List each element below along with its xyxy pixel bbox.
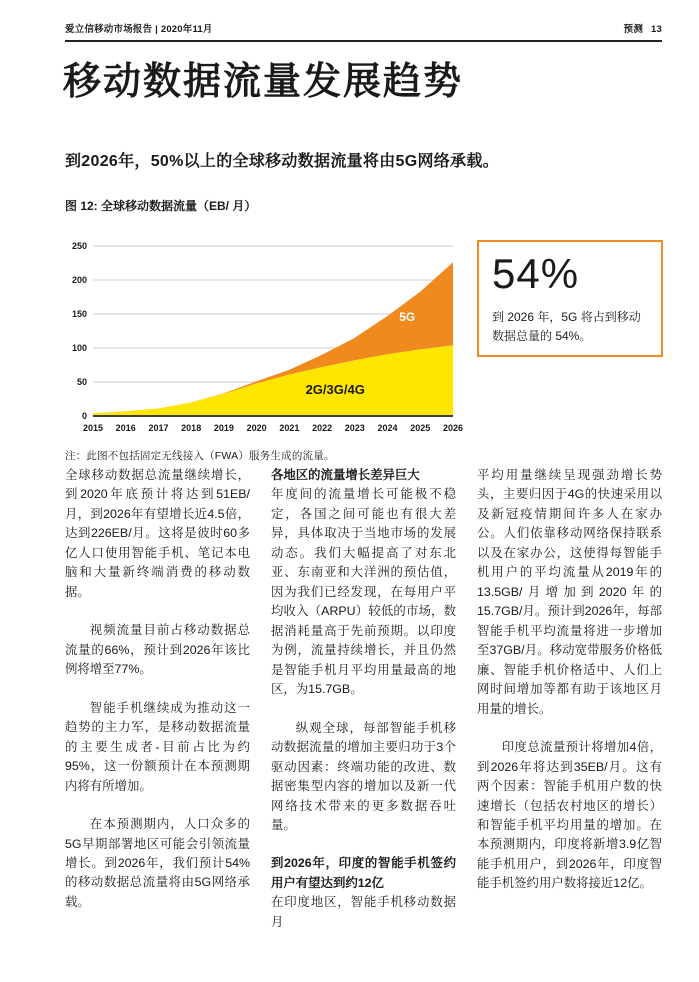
figure-note: 注：此图不包括固定无线接入（FWA）服务生成的流量。: [65, 450, 335, 462]
x-tick-label: 2016: [115, 423, 136, 433]
series-label: 5G: [399, 309, 416, 324]
x-tick-label: 2015: [82, 423, 104, 433]
paragraph: 在本预测期内，人口众多的5G早期部署地区可能会引领流量增长。到2026年，我们预计54%的移动数据总流量将由5G网络承载。: [65, 817, 250, 909]
x-tick-label: 2019: [213, 423, 234, 433]
paragraph: 全球移动数据总流量继续增长，到2020年底预计将达到51EB/月，到2026年有望增长近4.5倍，达到226EB/月。这将是彼时60多亿人口使用智能手机、笔记本电脑和大量新终端消费的移动数据。: [65, 468, 250, 599]
paragraph: 在印度地区，智能手机移动数据月: [271, 895, 456, 929]
paragraph: 印度总流量预计将增加4倍，到2026年将达到35EB/月。这有两个因素：智能手机用户数的快速增长（包括农村地区的增长）和智能手机平均用量的增加。在本预测期内，印度将新增3.9亿智能手机用户，到2026年，印度智能手机签约用户数将接近12亿。: [477, 740, 662, 891]
series-label: 2G/3G/4G: [305, 382, 365, 398]
paragraph: 平均用量继续呈现强劲增长势头，主要归因于4G的快速采用以及新冠疫情期间许多人在家办公。人们依靠移动网络保持联系以及在家办公，这使得每智能手机用户的平均流量从2019年的13.5GB/月增加到2020年的15.7GB/月。预计到2026年，每部智能手机平均流量将进一步增加至37GB/月。移动宽带服务价格低廉、智能手机价格适中、人们上网时间增加等都有助于该地区月用量的增长。: [477, 468, 662, 716]
paragraph: 智能手机继续成为推动这一趋势的主力军，是移动数据流量的主要生成者-目前占比为约95%，这一份额预计在本预测期内将有所增加。: [65, 700, 250, 793]
body-column-1: [65, 466, 250, 932]
figure-caption: 图 12: 全球移动数据流量（EB/ 月）: [65, 199, 257, 213]
header-page-info: [616, 21, 662, 35]
x-tick-label: 2018: [181, 423, 202, 433]
header-page-number: 13: [651, 24, 662, 35]
x-tick-label: 2026: [442, 423, 464, 433]
paragraph: 年度间的流量增长可能极不稳定，各国之间可能也有很大差异，具体取决于当地市场的发展动态。我们大幅提高了对东北亚、东南亚和大洋洲的预估值，因为我们已经发现，在每用户平均收入（ARPU）较低的市场，数据消耗量高于先前预期。以印度为例，流量持续增长，并且仍然是智能手机月平均用量最高的地区，为15.7GB。: [271, 487, 456, 697]
x-tick-label: 2021: [279, 423, 300, 433]
mobile-data-traffic-chart: [63, 236, 465, 441]
x-tick-label: 2017: [148, 423, 169, 433]
section-heading: 到2026年，印度的智能手机签约用户有望达到约12亿: [271, 856, 456, 890]
key-statement: 到2026年，50%以上的全球移动数据流量将由5G网络承载。: [65, 153, 499, 170]
page-title: 移动数据流量发展趋势: [63, 61, 464, 103]
page-header: [65, 21, 662, 35]
stacked-area-chart-svg: [63, 236, 465, 436]
x-tick-label: 2022: [312, 423, 333, 433]
highlight-box: [477, 240, 663, 357]
x-tick-label: 2020: [246, 423, 267, 433]
header-section-label: 预测: [623, 24, 644, 35]
x-tick-label: 2025: [410, 423, 431, 433]
paragraph: 视频流量目前占移动数据总流量的66%，预计到2026年该比例将增至77%。: [65, 623, 250, 677]
highlight-value: 54%: [492, 250, 580, 297]
y-tick-label: 250: [71, 241, 87, 251]
section-heading: 各地区的流量增长差异巨大: [271, 468, 420, 482]
area-2G/3G/4G: [93, 345, 453, 416]
header-divider: [65, 40, 662, 42]
body-column-3: [477, 466, 662, 932]
y-tick-label: 100: [71, 343, 87, 353]
y-tick-label: 200: [71, 275, 87, 285]
y-tick-label: 50: [76, 377, 87, 387]
highlight-description: 到 2026 年，5G 将占到移动数据总量的 54%。: [492, 310, 641, 344]
y-tick-label: 0: [81, 411, 87, 421]
x-tick-label: 2023: [344, 423, 365, 433]
body-columns: [65, 466, 662, 932]
body-column-2: [271, 466, 456, 932]
x-tick-label: 2024: [377, 423, 398, 433]
paragraph: 纵观全球，每部智能手机移动数据流量的增加主要归功于3个驱动因素：终端功能的改进、数据密集型内容的增加以及新一代网络技术带来的更多数据吞吐量。: [271, 720, 456, 832]
header-report-title: 爱立信移动市场报告 | 2020年11月: [65, 24, 213, 35]
y-tick-label: 150: [71, 309, 87, 319]
